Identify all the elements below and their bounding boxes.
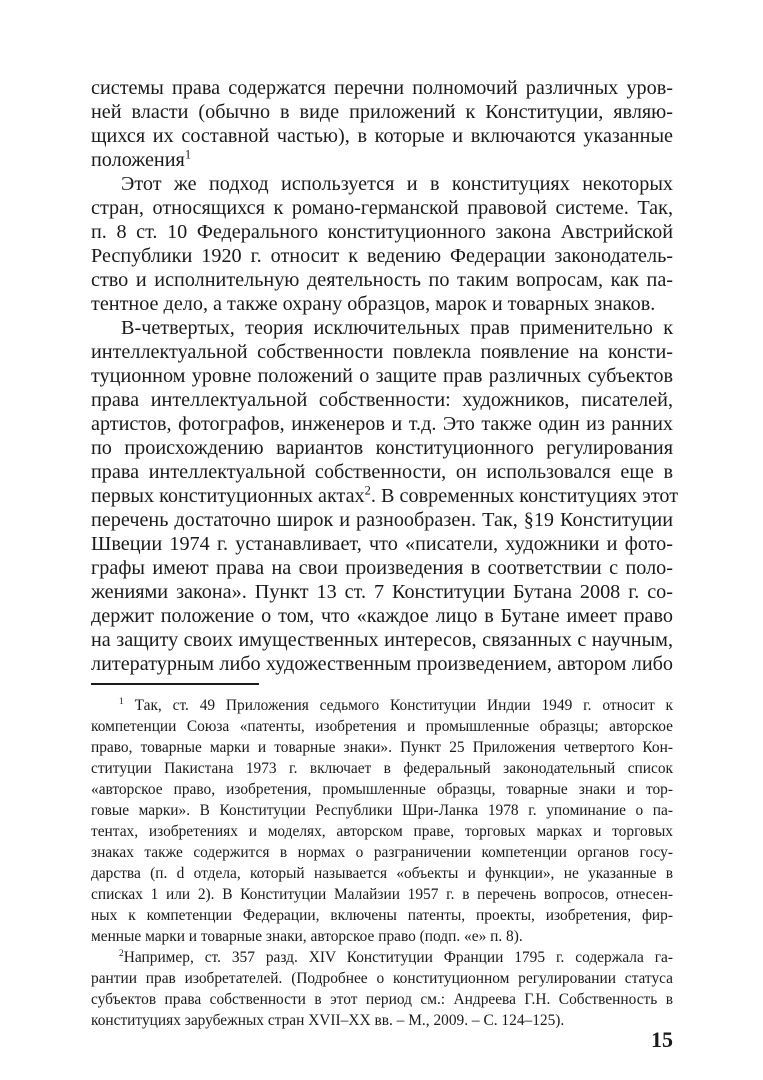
footnote-ref: 1	[184, 147, 192, 162]
body-line: Этот же подход используется и в конституциях некоторых	[121, 173, 673, 195]
footnote-text: Например, ст. 357 разд. XIV Конституции Франции 1795 г. содержала га-	[123, 949, 673, 966]
page-number: 15	[651, 1027, 673, 1052]
footnote-marker: 1	[119, 695, 124, 707]
body-line: литературным либо художественным произведением, автором либо	[91, 653, 673, 675]
footnote-line: менные марки и товарные знаки, авторское право (подп. «е» п. 8).	[91, 928, 523, 945]
footnote-line	[119, 695, 673, 716]
body-text: первых конституционных актах	[91, 485, 365, 507]
footnote-separator	[91, 683, 259, 685]
footnote-line: говые марки». В Конституции Республики Шри-Ланка 1978 г. упоминание о па-	[91, 802, 673, 819]
body-line: перечень достаточно широк и разнообразен. Так, §19 Конституции	[91, 509, 673, 531]
footnote-line: конституциях зарубежных стран XVII–XX вв. – М., 2009. – С. 124–125).	[91, 1012, 565, 1029]
body-text: положения	[91, 149, 185, 171]
footnote-line: ституции Пакистана 1973 г. включает в федеральный законодательный список	[91, 760, 673, 777]
footnote-line: тентах, изобретениях и моделях, авторском праве, торговых марках и торговых	[91, 823, 673, 840]
body-line: артистов, фотографов, инженеров и т.д. Это также один из ранних	[91, 413, 673, 435]
body-line: тентное дело, а также охрану образцов, марок и товарных знаков.	[91, 293, 656, 315]
body-line	[91, 148, 673, 172]
body-line: на защиту своих имущественных интересов, связанных с научным,	[91, 629, 673, 651]
body-line: жениями закона». Пункт 13 ст. 7 Конституции Бутана 2008 г. со-	[91, 581, 673, 603]
footnote-marker: 2	[119, 947, 124, 959]
footnote-line: субъектов права собственности в этот период см.: Андреева Г.Н. Собственность в	[91, 991, 673, 1008]
body-line: Республики 1920 г. относит к ведению Федерации законодатель-	[91, 245, 673, 267]
body-line: ство и исполнительную деятельность по таким вопросам, как па-	[91, 269, 673, 291]
body-line: щихся их составной частью), в которые и включаются указанные	[91, 125, 673, 147]
footnote-line: право, товарные марки и товарные знаки». Пункт 25 Приложения четвертого Кон-	[91, 739, 673, 756]
footnote-line: дарства (п. d отдела, который называется «объекты и функции», не указанные в	[91, 865, 673, 882]
body-line: стран, относящихся к романо-германской правовой системе. Так,	[91, 197, 673, 219]
footnote-line: ных к компетенции Федерации, включены патенты, проекты, изобретения, фир-	[91, 907, 673, 924]
footnote-line: компетенции Союза «патенты, изобретения и промышленные образцы; авторское	[91, 718, 673, 735]
body-line: держит положение о том, что «каждое лицо в Бутане имеет право	[91, 605, 673, 627]
footnote-line: «авторское право, изобретения, промышленные образцы, товарные знаки и тор-	[91, 781, 673, 798]
body-line: туционном уровне положений о защите прав различных субъектов	[91, 365, 673, 387]
footnote-line: рантии прав изобретателей. (Подробнее о конституционном регулировании статуса	[91, 970, 673, 987]
body-line: права интеллектуальной собственности: художников, писателей,	[91, 389, 673, 411]
body-line: ней власти (обычно в виде приложений к Конституции, являю-	[91, 101, 673, 123]
footnote-line	[119, 947, 673, 968]
body-line: Швеции 1974 г. устанавливает, что «писатели, художники и фото-	[91, 533, 673, 555]
body-line: графы имеют права на свои произведения в соответствии с поло-	[91, 557, 673, 579]
footnote-line: списках 1 или 2). В Конституции Малайзии 1957 г. в перечень вопросов, отнесен-	[91, 886, 673, 903]
body-line: права интеллектуальной собственности, он использовался еще в	[91, 461, 673, 483]
body-line	[91, 483, 679, 508]
body-line: системы права содержатся перечни полномочий различных уров-	[91, 77, 673, 99]
body-line: интеллектуальной собственности повлекла появление на консти-	[91, 341, 673, 363]
footnote-line: знаках также содержится в нормах о разграничении компетенции органов госу-	[91, 844, 673, 861]
footnote-ref: 2	[364, 483, 371, 498]
body-text: . В современных конституциях этот	[370, 485, 679, 507]
body-line: п. 8 ст. 10 Федерального конституционного закона Австрийской	[91, 221, 673, 243]
body-line: по происхождению вариантов конституционного регулирования	[91, 437, 673, 459]
body-line: В-четвертых, теория исключительных прав применительно к	[121, 317, 673, 339]
footnote-text: Так, ст. 49 Приложения седьмого Конституции Индии 1949 г. относит к	[134, 697, 673, 714]
